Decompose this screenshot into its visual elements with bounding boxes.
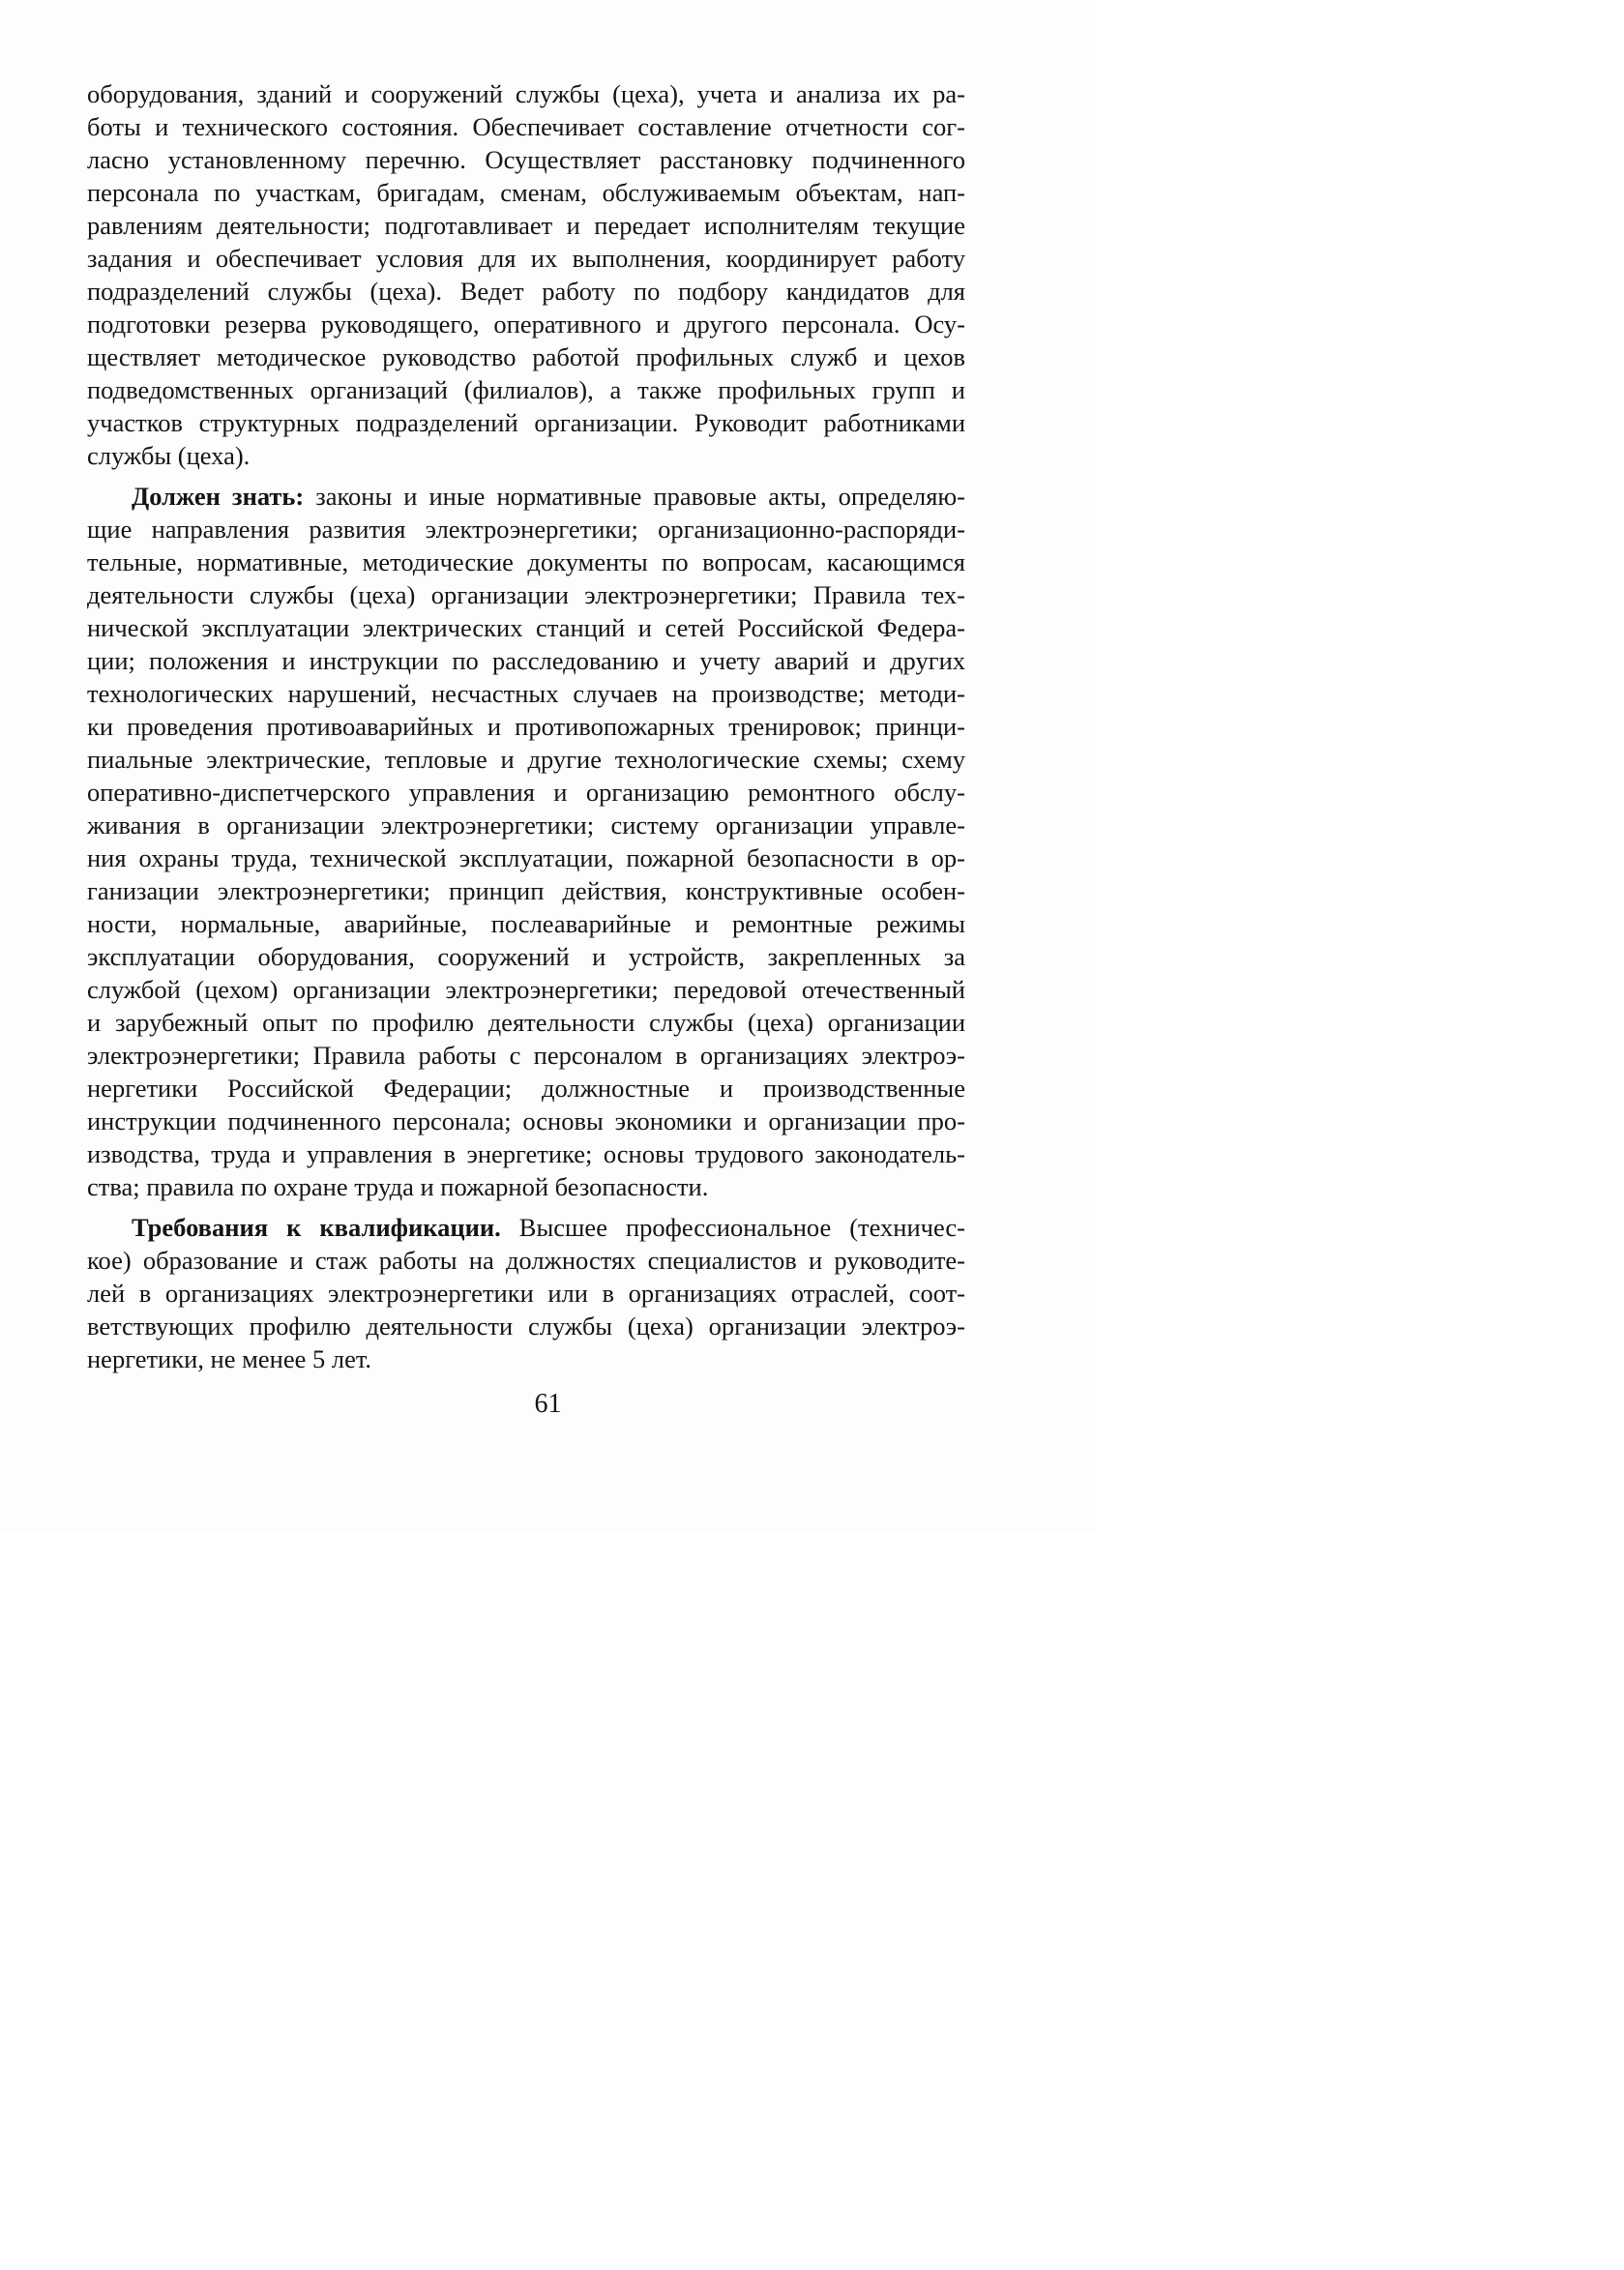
text-line: оперативно-диспетчерского управления и организацию ремонтного обслу-: [87, 778, 965, 807]
text-line: ции; положения и инструкции по расследованию и учету аварий и других: [87, 646, 965, 675]
text-line: и зарубежный опыт по профилю деятельности службы (цеха) организации: [87, 1008, 965, 1037]
text-line: щие направления развития электроэнергетики; организационно-распоряди-: [87, 515, 965, 544]
text-line: службой (цехом) организации электроэнергетики; передовой отечественный: [87, 975, 965, 1004]
text-line: электроэнергетики; Правила работы с персоналом в организациях электроэ-: [87, 1041, 965, 1070]
text-line: ветствующих профилю деятельности службы (цеха) организации электроэ-: [87, 1312, 965, 1341]
text-line: изводства, труда и управления в энергетике; основы трудового законодатель-: [87, 1139, 965, 1168]
text-line: ществляет методическое руководство работой профильных служб и цехов: [87, 342, 965, 371]
document-page: [0, 0, 1096, 1531]
text-line: нергетики Российской Федерации; должностные и производственные: [87, 1074, 965, 1103]
text-line: подготовки резерва руководящего, оперативного и другого персонала. Осу-: [87, 310, 965, 339]
text-line: подразделений службы (цеха). Ведет работу по подбору кандидатов для: [87, 277, 965, 306]
text-line: ки проведения противоаварийных и противопожарных тренировок; принци-: [87, 712, 965, 741]
text-line: участков структурных подразделений организации. Руководит работниками: [87, 408, 965, 437]
text-line: живания в организации электроэнергетики; систему организации управле-: [87, 811, 965, 840]
page-number: 61: [534, 1389, 562, 1419]
text-line: оборудования, зданий и сооружений службы (цеха), учета и анализа их ра-: [87, 79, 965, 108]
text-line: [87, 480, 965, 513]
text-line: ласно установленному перечню. Осуществляет расстановку подчиненного: [87, 145, 965, 174]
paragraph-duties-continuation: [87, 77, 965, 472]
text-line: тельные, нормативные, методические документы по вопросам, касающимся: [87, 547, 965, 576]
text-line: технологических нарушений, несчастных случаев на производстве; методи-: [87, 679, 965, 708]
text-line: ганизации электроэнергетики; принцип действия, конструктивные особен-: [87, 876, 965, 905]
text-line: эксплуатации оборудования, сооружений и устройств, закрепленных за: [87, 942, 965, 971]
text-line: ства; правила по охране труда и пожарной безопасности.: [87, 1172, 709, 1201]
paragraph-qualification-requirements: [87, 1211, 965, 1375]
text-line: инструкции подчиненного персонала; основы экономики и организации про-: [87, 1106, 965, 1135]
text-line: равлениям деятельности; подготавливает и передает исполнителям текущие: [87, 211, 965, 240]
text-line: подведомственных организаций (филиалов), а также профильных групп и: [87, 375, 965, 404]
text-line: кое) образование и стаж работы на должностях специалистов и руководите-: [87, 1246, 965, 1275]
page-content: [87, 77, 965, 1375]
text-fragment: Высшее профессиональное (техничес-: [500, 1213, 966, 1242]
text-line: пиальные электрические, тепловые и другие технологические схемы; схему: [87, 745, 965, 774]
text-line: задания и обеспечивает условия для их выполнения, координирует работу: [87, 244, 965, 273]
section-heading-must-know: Должен знать:: [132, 482, 305, 511]
text-line: [87, 1211, 965, 1244]
text-line: нергетики, не менее 5 лет.: [87, 1344, 372, 1373]
text-line: боты и технического состояния. Обеспечивает составление отчетности сог-: [87, 112, 965, 141]
text-line: лей в организациях электроэнергетики или в организациях отраслей, соот-: [87, 1279, 965, 1308]
text-line: нической эксплуатации электрических станций и сетей Российской Федера-: [87, 613, 965, 642]
paragraph-must-know: [87, 480, 965, 1203]
text-line: службы (цеха).: [87, 441, 251, 470]
text-line: ния охраны труда, технической эксплуатации, пожарной безопасности в ор-: [87, 843, 965, 872]
section-heading-qualification: Требования к квалификации.: [132, 1213, 501, 1242]
text-line: персонала по участкам, бригадам, сменам, обслуживаемым объектам, нап-: [87, 178, 965, 207]
text-fragment: законы и иные нормативные правовые акты, определяю-: [304, 482, 966, 511]
text-line: деятельности службы (цеха) организации электроэнергетики; Правила тех-: [87, 580, 965, 609]
text-line: ности, нормальные, аварийные, послеаварийные и ремонтные режимы: [87, 909, 965, 938]
